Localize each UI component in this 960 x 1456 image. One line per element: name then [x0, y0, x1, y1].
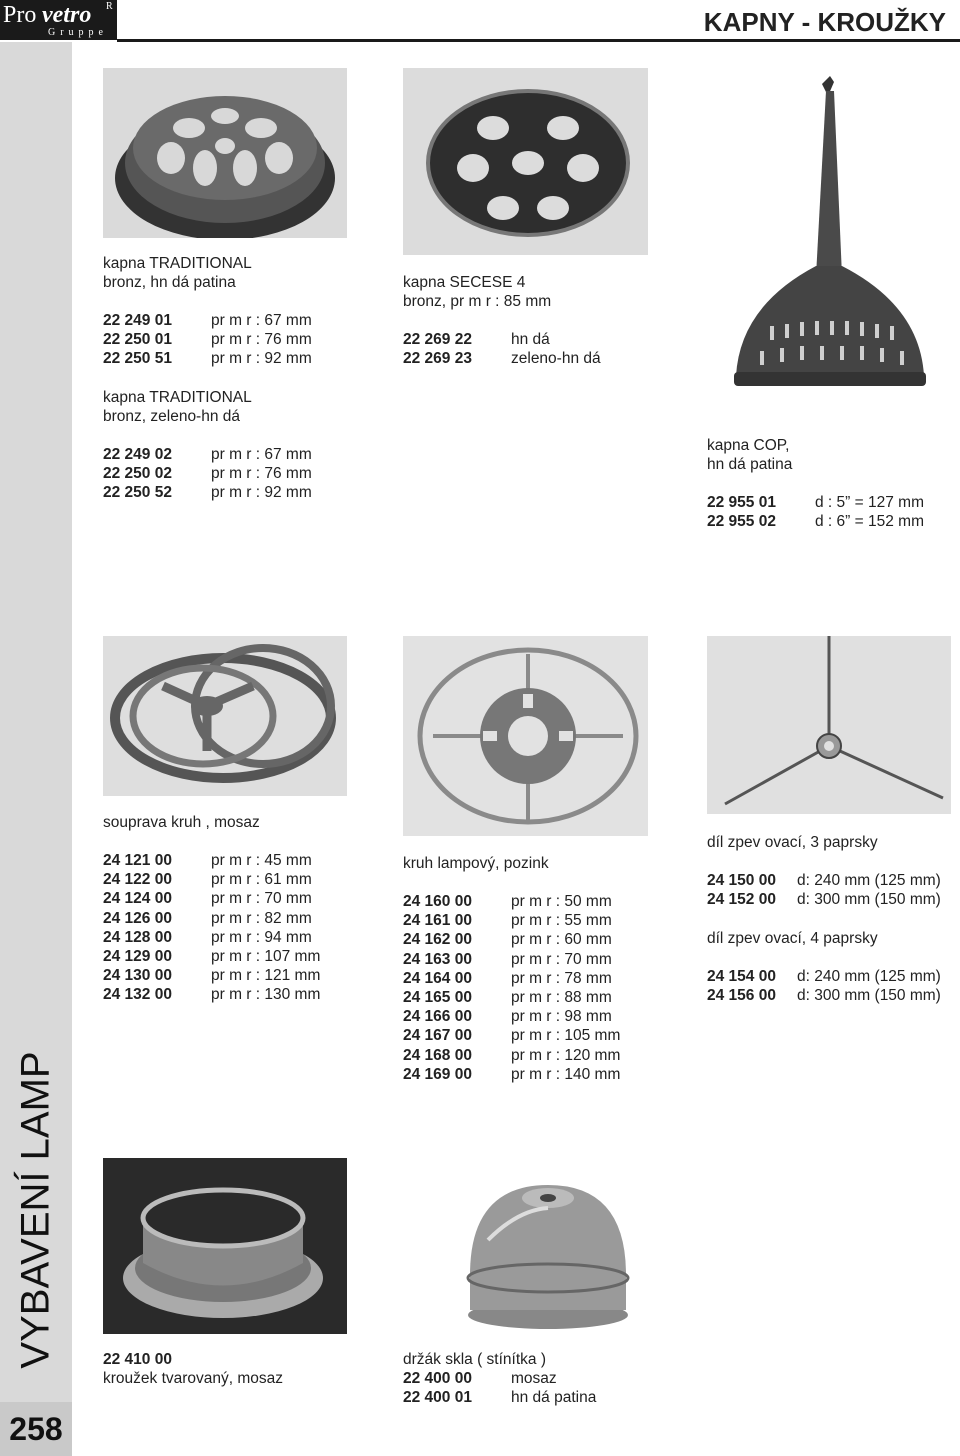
- product-code: 24 164 00: [403, 969, 472, 987]
- page-title: KAPNY - KROUŽKY: [703, 7, 946, 37]
- list-item: [403, 911, 620, 930]
- list-item: [707, 493, 924, 512]
- list-item: [103, 966, 320, 985]
- product-spec: pr m r : 107 mm: [211, 947, 321, 965]
- list-item: [707, 871, 941, 890]
- product-code: 24 165 00: [403, 988, 472, 1006]
- secese-title: kapna SECESE 4: [403, 274, 526, 291]
- product-code: 22 400 01: [403, 1389, 472, 1407]
- product-code: 24 129 00: [103, 947, 172, 965]
- list-item: [103, 851, 320, 870]
- product-spec: pr m r : 70 mm: [211, 890, 312, 908]
- shaped-ring-code: 22 410 00: [103, 1351, 172, 1368]
- lamp-ring-title: kruh lampový, pozink: [403, 855, 549, 872]
- traditional-green-material: bronz, zeleno-hn dá: [103, 408, 241, 425]
- product-spec: d: 300 mm (150 mm): [797, 987, 941, 1005]
- logo-text-vetro: vetro: [42, 2, 92, 28]
- product-spec: zeleno-hn dá: [511, 350, 601, 368]
- list-item: [103, 947, 320, 966]
- product-code: 24 168 00: [403, 1046, 472, 1064]
- traditional-patina-title: kapna TRADITIONAL: [103, 255, 252, 272]
- product-code: 22 955 02: [707, 513, 776, 531]
- product-spec: pr m r : 76 mm: [211, 331, 312, 349]
- ring-set-photo: [103, 636, 347, 796]
- product-spec: pr m r : 120 mm: [511, 1046, 621, 1064]
- list-item: [403, 349, 601, 368]
- page-number: 258: [0, 1402, 72, 1456]
- product-code: 22 249 02: [103, 446, 172, 463]
- list-item: [103, 349, 312, 368]
- product-spec: pr m r : 94 mm: [211, 928, 312, 946]
- product-spec: hn dá patina: [511, 1389, 597, 1407]
- list-item: [103, 985, 320, 1004]
- list-item: [403, 1026, 620, 1045]
- product-spec: pr m r : 98 mm: [511, 1008, 612, 1026]
- list-item: [403, 930, 620, 949]
- product-code: 22 250 51: [103, 350, 172, 368]
- product-code: 24 156 00: [707, 987, 776, 1005]
- product-spec: pr m r : 45 mm: [211, 852, 312, 869]
- product-spec: pr m r : 121 mm: [211, 967, 321, 985]
- cop-cap-photo: [730, 76, 930, 396]
- list-item: [103, 870, 320, 889]
- product-code: 24 160 00: [403, 893, 472, 910]
- product-spec: pr m r : 70 mm: [511, 950, 612, 968]
- list-item: [103, 889, 320, 908]
- product-code: 22 269 22: [403, 331, 472, 348]
- product-spec: pr m r : 67 mm: [211, 312, 312, 329]
- list-item: [103, 445, 312, 464]
- lamp-ring-list: [403, 892, 620, 1084]
- product-spec: pr m r : 88 mm: [511, 988, 612, 1006]
- product-code: 24 132 00: [103, 986, 172, 1004]
- product-spec: d : 6” = 152 mm: [815, 513, 924, 531]
- product-spec: pr m r : 140 mm: [511, 1065, 621, 1083]
- list-item: [403, 330, 601, 349]
- product-spec: pr m r : 50 mm: [511, 893, 612, 910]
- list-item: [103, 330, 312, 349]
- product-spec: pr m r : 92 mm: [211, 484, 312, 502]
- glass-holder-title: držák skla ( stínítka ): [403, 1351, 546, 1368]
- list-item: [103, 464, 312, 483]
- product-code: 22 250 01: [103, 331, 172, 349]
- provetro-logo: [0, 0, 117, 40]
- list-item: [103, 909, 320, 928]
- traditional-green-title: kapna TRADITIONAL: [103, 389, 252, 406]
- traditional-green-list: [103, 445, 312, 503]
- product-spec: pr m r : 78 mm: [511, 969, 612, 987]
- cop-title: kapna COP,: [707, 437, 790, 454]
- logo-text-pro: Pro: [3, 2, 37, 28]
- list-item: [403, 1388, 596, 1407]
- list-item: [707, 512, 924, 531]
- ring-set-title: souprava kruh , mosaz: [103, 814, 260, 831]
- list-item: [707, 890, 941, 909]
- product-spec: d: 240 mm (125 mm): [797, 968, 941, 985]
- product-spec: d: 300 mm (150 mm): [797, 891, 941, 909]
- product-spec: d : 5” = 127 mm: [815, 494, 924, 511]
- product-code: 22 249 01: [103, 312, 172, 329]
- product-code: 24 163 00: [403, 950, 472, 968]
- product-spec: pr m r : 61 mm: [211, 871, 312, 889]
- product-spec: pr m r : 76 mm: [211, 465, 312, 483]
- product-spec: hn dá: [511, 331, 550, 348]
- stiffener-3-list: [707, 871, 941, 909]
- traditional-patina-list: [103, 311, 312, 369]
- traditional-patina-material: bronz, hn dá patina: [103, 274, 236, 291]
- product-code: 24 166 00: [403, 1008, 472, 1026]
- cop-list: [707, 493, 924, 531]
- list-item: [403, 1007, 620, 1026]
- list-item: [707, 967, 941, 986]
- stiffener-4-title: díl zpev ovací, 4 paprsky: [707, 930, 878, 947]
- list-item: [403, 1369, 596, 1388]
- product-spec: pr m r : 55 mm: [511, 912, 612, 930]
- product-spec: pr m r : 92 mm: [211, 350, 312, 368]
- shaped-ring-name: kroužek tvarovaný, mosaz: [103, 1370, 284, 1387]
- product-spec: pr m r : 82 mm: [211, 909, 312, 927]
- stiffener-3-title: díl zpev ovací, 3 paprsky: [707, 834, 878, 851]
- product-spec: pr m r : 105 mm: [511, 1027, 621, 1045]
- list-item: [403, 1065, 620, 1084]
- product-code: 24 124 00: [103, 890, 172, 908]
- list-item: [403, 892, 620, 911]
- product-code: 24 154 00: [707, 968, 776, 985]
- product-code: 24 121 00: [103, 852, 172, 869]
- section-label: VYBAVENÍ LAMP: [13, 1051, 58, 1369]
- lamp-ring-photo: [403, 636, 648, 836]
- cop-material: hn dá patina: [707, 456, 793, 473]
- product-code: 24 150 00: [707, 872, 776, 889]
- product-code: 24 152 00: [707, 891, 776, 909]
- product-code: 24 122 00: [103, 871, 172, 889]
- list-item: [403, 950, 620, 969]
- product-code: 22 250 52: [103, 484, 172, 502]
- product-spec: d: 240 mm (125 mm): [797, 872, 941, 889]
- shaped-ring-photo: [103, 1158, 347, 1334]
- secese-list: [403, 330, 601, 368]
- list-item: [403, 969, 620, 988]
- product-code: 24 128 00: [103, 928, 172, 946]
- secese-material: bronz, pr m r : 85 mm: [403, 293, 552, 310]
- list-item: [707, 986, 941, 1005]
- product-spec: pr m r : 67 mm: [211, 446, 312, 463]
- list-item: [403, 988, 620, 1007]
- product-code: 24 169 00: [403, 1065, 472, 1083]
- stiffener-4-list: [707, 967, 941, 1005]
- stiffener-photo: [707, 636, 951, 814]
- product-spec: pr m r : 60 mm: [511, 931, 612, 949]
- product-code: 24 130 00: [103, 967, 172, 985]
- product-code: 24 161 00: [403, 912, 472, 930]
- product-code: 22 269 23: [403, 350, 472, 368]
- product-code: 24 126 00: [103, 909, 172, 927]
- list-item: [103, 483, 312, 502]
- product-code: 22 400 00: [403, 1370, 472, 1387]
- header-rule: [117, 39, 960, 42]
- product-code: 24 167 00: [403, 1027, 472, 1045]
- product-spec: pr m r : 130 mm: [211, 986, 321, 1004]
- product-code: 22 955 01: [707, 494, 776, 511]
- product-code: 24 162 00: [403, 931, 472, 949]
- logo-registered-mark: R: [106, 1, 113, 12]
- logo-text-gruppe: Gruppe: [48, 27, 108, 38]
- list-item: [103, 928, 320, 947]
- list-item: [103, 311, 312, 330]
- traditional-cap-photo: [103, 68, 347, 238]
- secese-cap-photo: [403, 68, 648, 255]
- product-spec: mosaz: [511, 1370, 557, 1387]
- product-code: 22 250 02: [103, 465, 172, 483]
- glass-holder-photo: [458, 1160, 638, 1335]
- ring-set-list: [103, 851, 320, 1005]
- glass-holder-list: [403, 1369, 596, 1407]
- list-item: [403, 1046, 620, 1065]
